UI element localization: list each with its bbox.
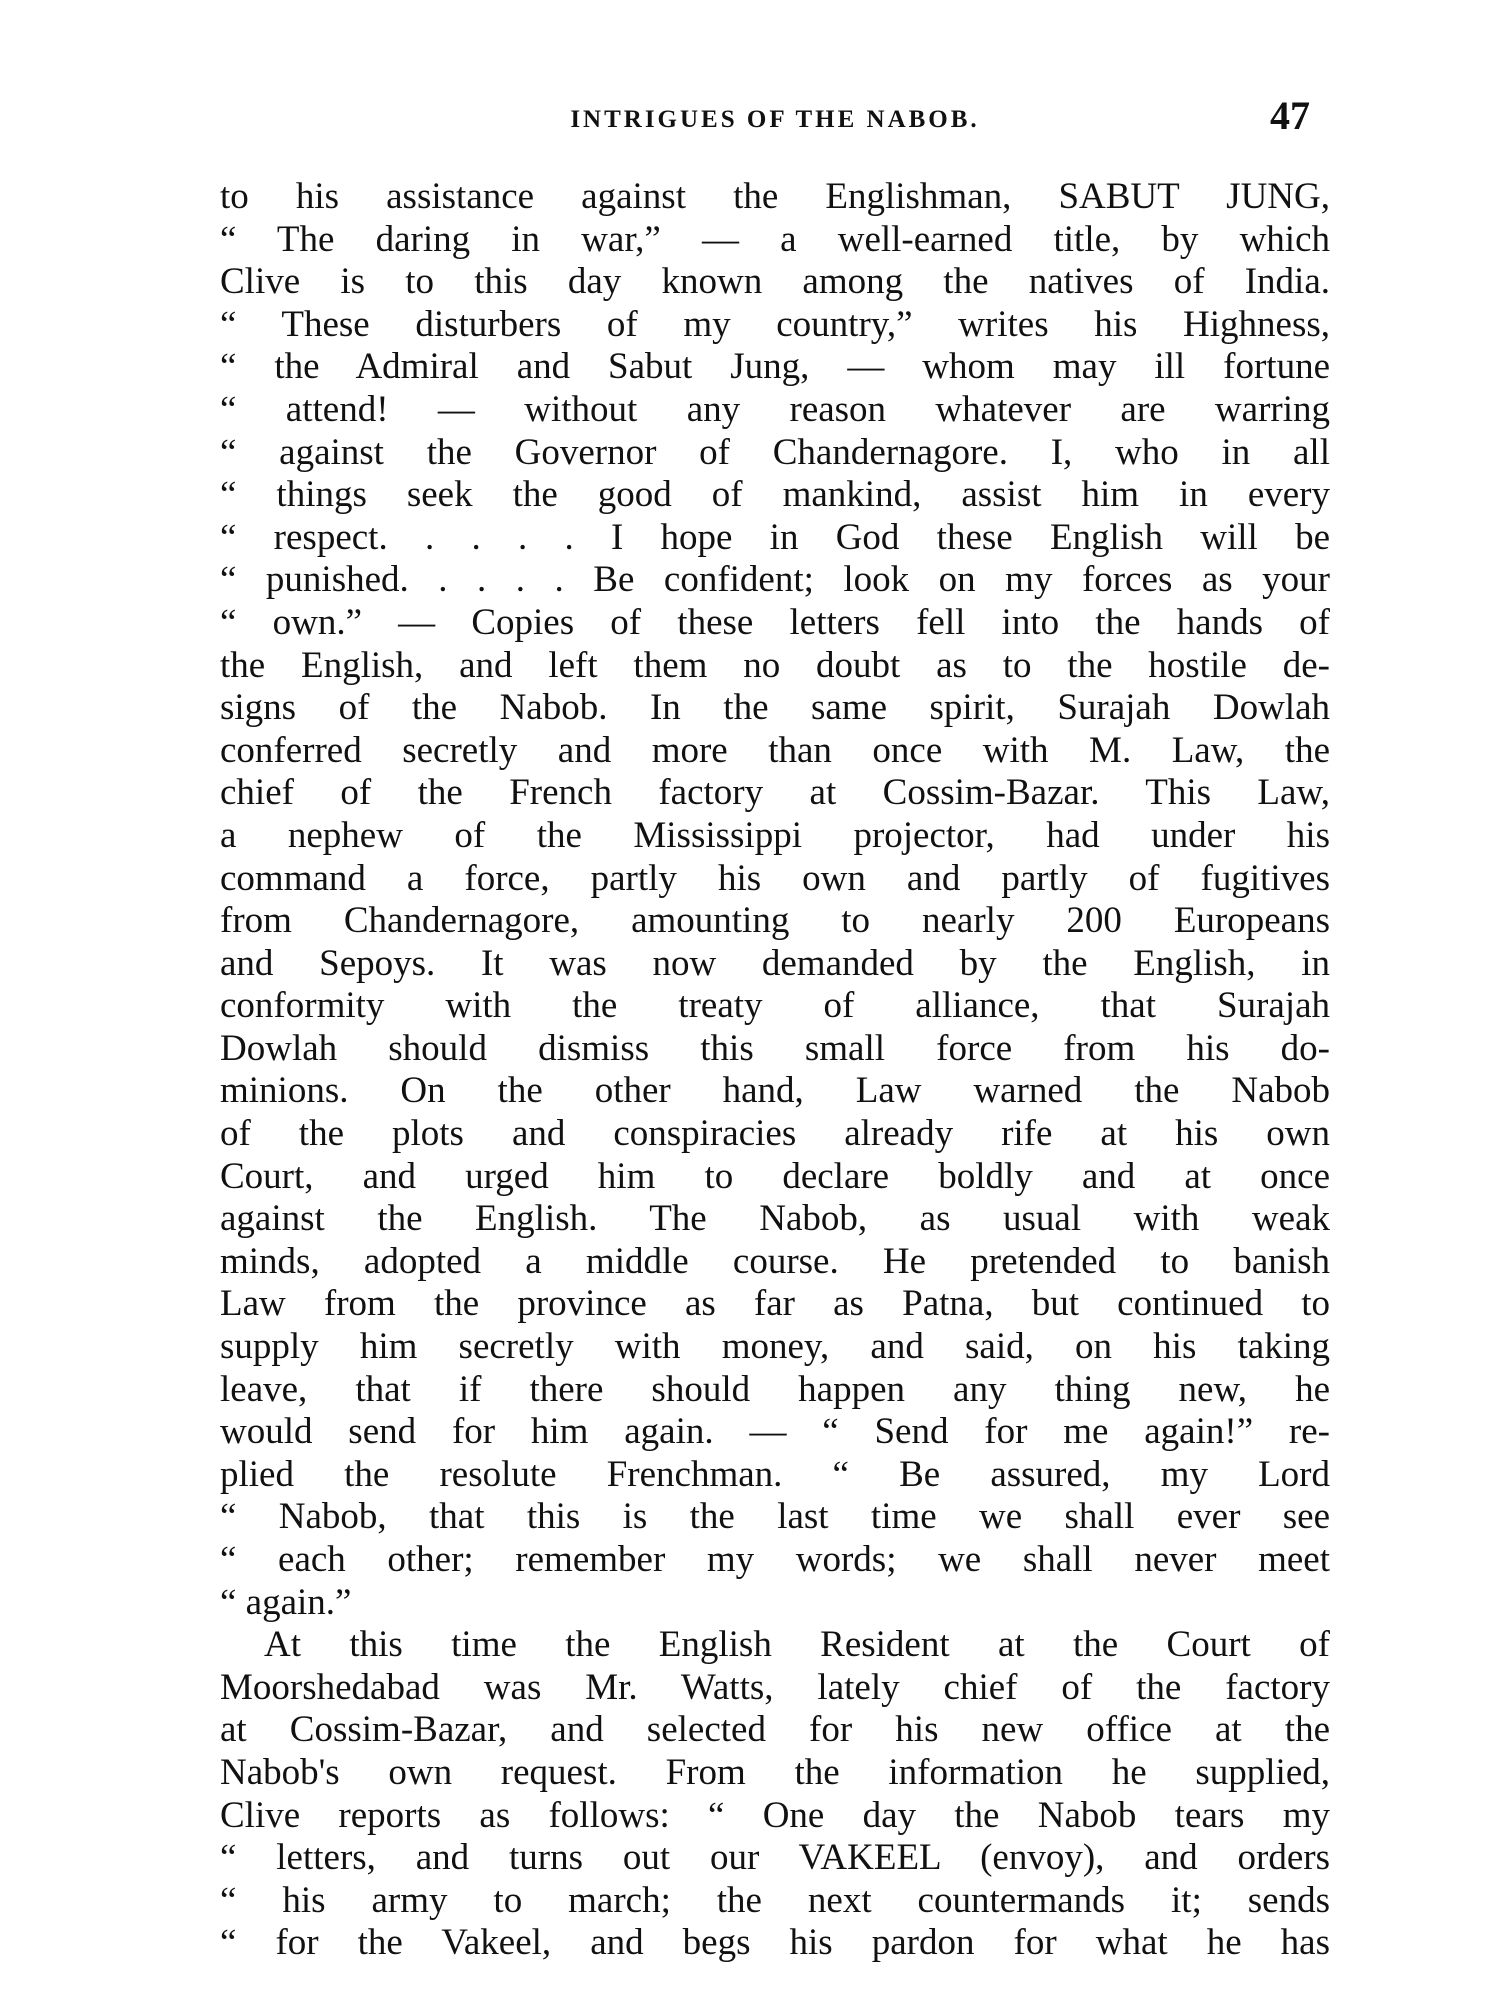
text-line: “ against the Governor of Chandernagore. I, who in all	[220, 431, 1330, 473]
text-line: supply him secretly with money, and said, on his taking	[220, 1326, 1330, 1368]
text-line: “ These disturbers of my country,” writes his Highness,	[220, 303, 1330, 345]
text-line: “ his army to march; the next countermands it; sends	[220, 1879, 1330, 1921]
text-line: conferred secretly and more than once with M. Law, the	[220, 729, 1330, 771]
text-line: and Sepoys. It was now demanded by the English, in	[220, 942, 1330, 984]
text-line: Dowlah should dismiss this small force from his do-	[220, 1027, 1330, 1069]
text-line: leave, that if there should happen any thing new, he	[220, 1368, 1330, 1410]
running-title: INTRIGUES OF THE NABOB.	[570, 106, 980, 133]
text-line: a nephew of the Mississippi projector, had under his	[220, 814, 1330, 856]
text-line: chief of the French factory at Cossim-Bazar. This Law,	[220, 772, 1330, 814]
text-line: against the English. The Nabob, as usual with weak	[220, 1198, 1330, 1240]
text-line: “ Nabob, that this is the last time we shall ever see	[220, 1496, 1330, 1538]
text-line: minds, adopted a middle course. He pretended to banish	[220, 1240, 1330, 1282]
text-line: “ The daring in war,” — a well-earned title, by which	[220, 218, 1330, 260]
text-line: command a force, partly his own and partly of fugitives	[220, 857, 1330, 899]
text-line: “ respect. . . . . I hope in God these English will be	[220, 516, 1330, 558]
text-line: Clive reports as follows: “ One day the Nabob tears my	[220, 1794, 1330, 1836]
text-line: At this time the English Resident at the Court of	[264, 1624, 1330, 1666]
text-line: Moorshedabad was Mr. Watts, lately chief of the factory	[220, 1666, 1330, 1708]
text-line: “ again.”	[220, 1581, 352, 1623]
text-line: to his assistance against the Englishman, SABUT JUNG,	[220, 176, 1330, 217]
text-line: the English, and left them no doubt as to the hostile de-	[220, 644, 1330, 686]
page-number: 47	[1270, 93, 1310, 138]
text-line: “ letters, and turns out our VAKEEL (envoy), and orders	[220, 1837, 1330, 1879]
text-line: signs of the Nabob. In the same spirit, Surajah Dowlah	[220, 687, 1330, 729]
text-line: conformity with the treaty of alliance, that Surajah	[220, 985, 1330, 1027]
text-line: Clive is to this day known among the natives of India.	[220, 261, 1330, 303]
text-line: Law from the province as far as Patna, but continued to	[220, 1283, 1330, 1325]
text-line: “ attend! — without any reason whatever are warring	[220, 388, 1330, 430]
text-line: of the plots and conspiracies already rife at his own	[220, 1113, 1330, 1155]
book-page	[220, 92, 1330, 1965]
text-line: Nabob's own request. From the information he supplied,	[220, 1751, 1330, 1793]
text-line: minions. On the other hand, Law warned the Nabob	[220, 1070, 1330, 1112]
text-line: at Cossim-Bazar, and selected for his new office at the	[220, 1709, 1330, 1751]
text-line: would send for him again. — “ Send for me again!” re-	[220, 1411, 1330, 1453]
body-text	[220, 176, 1330, 1965]
text-line: “ each other; remember my words; we shall never meet	[220, 1539, 1330, 1580]
text-line: “ the Admiral and Sabut Jung, — whom may ill fortune	[220, 346, 1330, 388]
running-header	[220, 92, 1330, 144]
text-line: plied the resolute Frenchman. “ Be assured, my Lord	[220, 1453, 1330, 1495]
text-line: “ own.” — Copies of these letters fell into the hands of	[220, 601, 1330, 643]
text-line: from Chandernagore, amounting to nearly 200 Europeans	[220, 900, 1330, 942]
text-line: Court, and urged him to declare boldly and at once	[220, 1155, 1330, 1197]
text-line: “ for the Vakeel, and begs his pardon for what he has	[220, 1922, 1330, 1964]
text-line: “ things seek the good of mankind, assist him in every	[220, 474, 1330, 516]
text-line: “ punished. . . . . Be confident; look on my forces as your	[220, 559, 1330, 601]
